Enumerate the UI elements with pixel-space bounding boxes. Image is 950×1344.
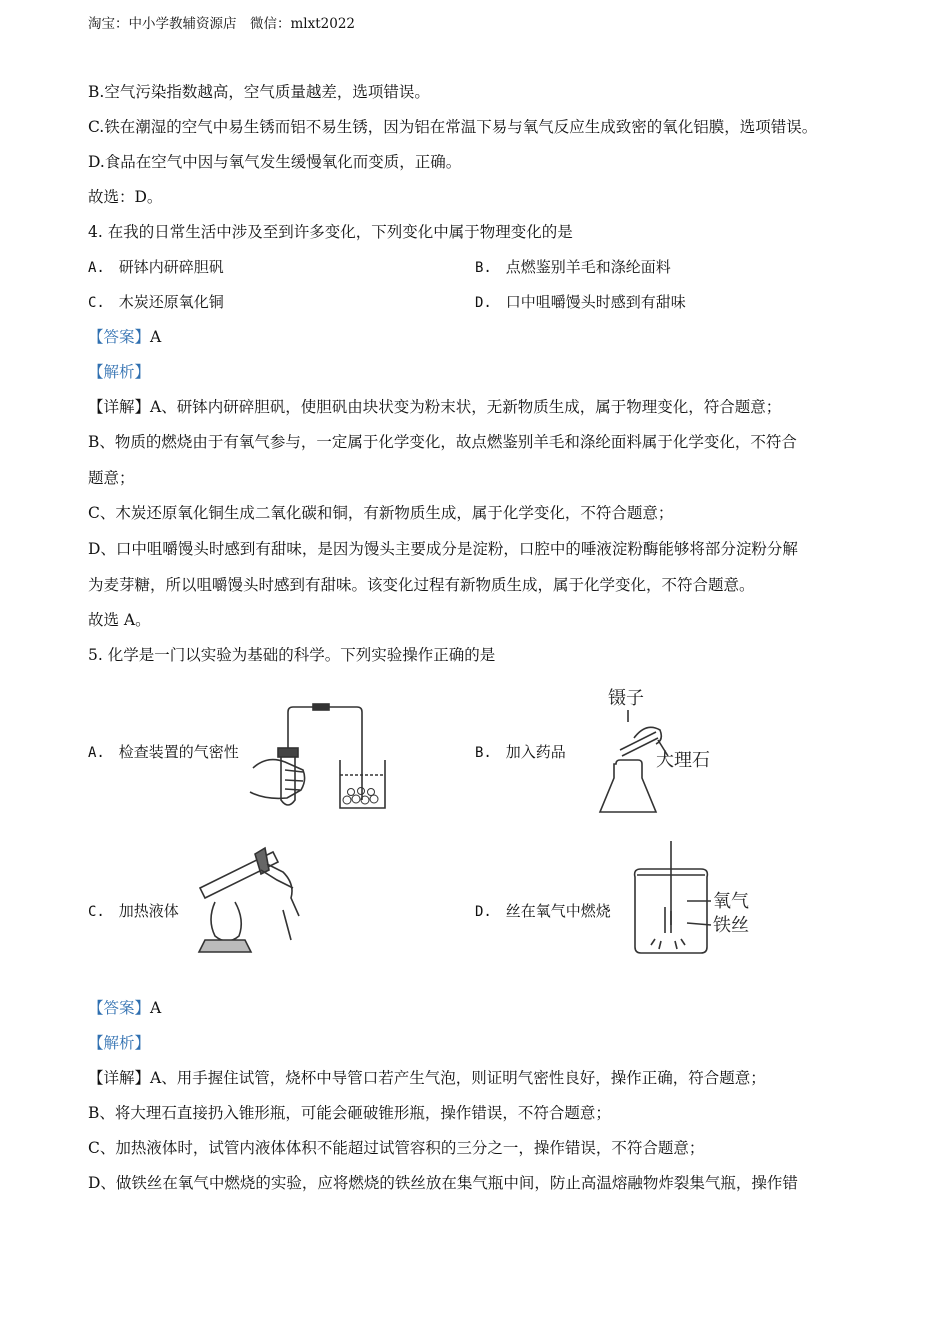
q5-option-a	[88, 742, 239, 763]
option-label: D.	[475, 295, 492, 311]
detail-text: A、研钵内研碎胆矾，使胆矾由块状变为粉末状，无新物质生成，属于物理变化，符合题意；	[150, 398, 782, 416]
q4-option-b	[475, 257, 671, 278]
label-oxygen: 氧气	[713, 891, 749, 912]
q5-detail-line-2: B、将大理石直接扔入锥形瓶，可能会砸破锥形瓶，操作错误，不符合题意；	[88, 1104, 611, 1122]
q5-stem: 5. 化学是一门以实验为基础的科学。下列实验操作正确的是	[88, 646, 496, 664]
hand	[267, 864, 299, 916]
option-text: 点燃鉴别羊毛和涤纶面料	[505, 258, 671, 276]
sparks-icon	[651, 939, 685, 949]
option-text: 检查装置的气密性	[118, 743, 239, 761]
q4-choice: 故选 A。	[88, 611, 151, 629]
figure-adding-reagent	[590, 680, 730, 820]
option-label: A.	[88, 745, 105, 761]
q4-detail-line-6: 为麦芽糖，所以咀嚼馒头时感到有甜味。该变化过程有新物质生成，属于化学变化，不符合题意。	[88, 576, 755, 594]
alcohol-lamp	[199, 940, 251, 952]
flame-icon	[211, 902, 241, 941]
answer-tag: 【答案】	[88, 999, 151, 1017]
delivery-tube	[288, 707, 362, 800]
bubbles-icon	[343, 788, 378, 805]
q4-detail-line-5: D、口中咀嚼馒头时感到有甜味，是因为馒头主要成分是淀粉，口腔中的唾液淀粉酶能够将部分淀粉分解	[88, 540, 798, 558]
answer-tag: 【答案】	[88, 328, 151, 346]
q5-option-b	[475, 742, 566, 763]
q4-detail-line-2: B、物质的燃烧由于有氧气参与，一定属于化学变化，故点燃鉴别羊毛和涤纶面料属于化学变化，不符合	[88, 433, 797, 451]
option-text: 研钵内研碎胆矾	[118, 258, 224, 276]
detail-tag: 【详解】	[88, 398, 151, 416]
option-text: 丝在氧气中燃烧	[505, 902, 611, 920]
q5-option-c	[88, 901, 179, 922]
prev-answer-c: C.铁在潮湿的空气中易生锈而铝不易生锈，因为铝在常温下易与氧气反应生成致密的氧化铝膜，选项错误。	[88, 118, 818, 136]
figure-iron-wire-burning	[615, 835, 765, 960]
hand	[250, 760, 305, 799]
q4-detail-line-3: 题意；	[88, 469, 135, 487]
q5-answer	[88, 998, 161, 1018]
q4-detail-line-1	[88, 397, 781, 417]
label-marble: 大理石	[656, 750, 710, 771]
option-text: 木炭还原氧化铜	[118, 293, 224, 311]
option-label: C.	[88, 904, 105, 920]
option-label: B.	[475, 260, 492, 276]
option-label: C.	[88, 295, 105, 311]
q5-detail-line-1	[88, 1068, 766, 1088]
page-header: 淘宝：中小学教辅资源店 微信：mlxt2022	[88, 16, 356, 32]
prev-answer-d: D.食品在空气中因与氧气发生缓慢氧化而变质，正确。	[88, 153, 462, 171]
q4-detail-line-4: C、木炭还原氧化铜生成二氧化碳和铜，有新物质生成，属于化学变化，不符合题意；	[88, 504, 674, 522]
stopper	[278, 748, 298, 757]
q4-option-c	[88, 292, 224, 313]
prev-answer-b: B.空气污染指数越高，空气质量越差，选项错误。	[88, 83, 430, 101]
q4-answer	[88, 327, 161, 347]
q5-analysis-tag: 【解析】	[88, 1034, 151, 1052]
option-text: 加入药品	[505, 743, 566, 761]
detail-text: A、用手握住试管，烧杯中导管口若产生气泡，则证明气密性良好，操作正确，符合题意；	[150, 1069, 766, 1087]
q4-option-a	[88, 257, 224, 278]
answer-value: A	[150, 999, 162, 1017]
figure-airtightness-check	[245, 700, 395, 815]
option-label: D.	[475, 904, 492, 920]
q4-analysis-tag: 【解析】	[88, 363, 151, 381]
label-iron-wire: 铁丝	[713, 915, 749, 936]
option-label: A.	[88, 260, 105, 276]
detail-tag: 【详解】	[88, 1069, 151, 1087]
label-tweezers: 镊子	[608, 688, 644, 709]
q5-option-d	[475, 901, 611, 922]
conical-flask	[600, 760, 656, 812]
q5-detail-line-4: D、做铁丝在氧气中燃烧的实验，应将燃烧的铁丝放在集气瓶中间，防止高温熔融物炸裂集气瓶，操作错	[88, 1174, 798, 1192]
option-label: B.	[475, 745, 492, 761]
figure-heating-liquid	[195, 840, 330, 960]
q4-stem: 4. 在我的日常生活中涉及至到许多变化，下列变化中属于物理变化的是	[88, 223, 573, 241]
prev-choice: 故选：D。	[88, 188, 163, 206]
option-text: 口中咀嚼馒头时感到有甜味	[505, 293, 686, 311]
tweezers-icon	[620, 732, 658, 756]
option-text: 加热液体	[118, 902, 179, 920]
q4-option-d	[475, 292, 686, 313]
q5-detail-line-3: C、加热液体时，试管内液体体积不能超过试管容积的三分之一，操作错误，不符合题意；	[88, 1139, 705, 1157]
answer-value: A	[150, 328, 162, 346]
